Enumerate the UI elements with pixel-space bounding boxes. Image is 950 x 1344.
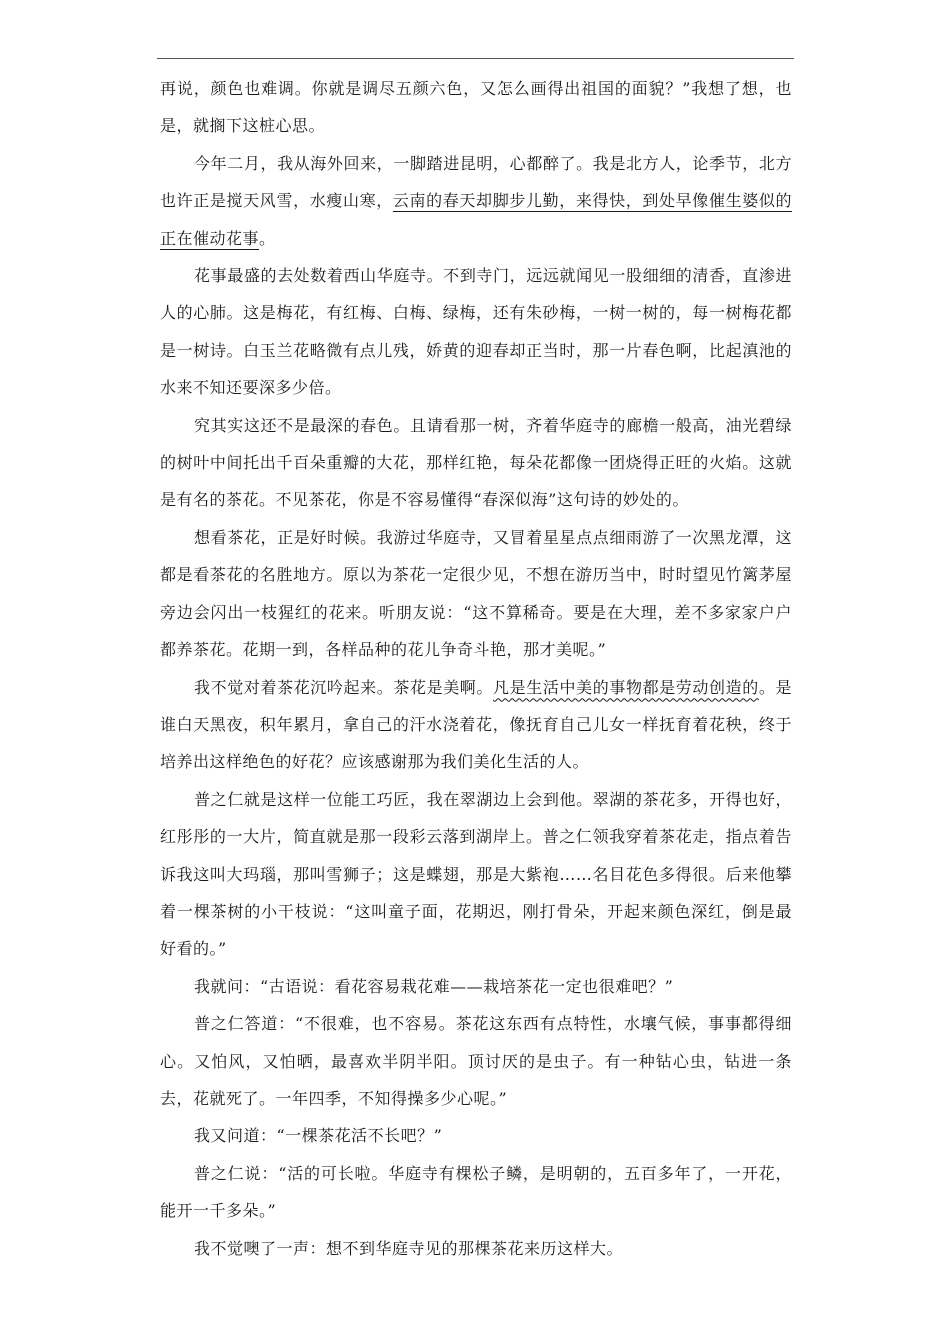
underlined-sentence: 云南的春天却脚步儿勤，来得快，到处早像催生婆似的正在催动花事 [160, 191, 792, 248]
paragraph-9 [160, 1005, 792, 1117]
paragraph-6-end: 。是谁白天黑夜，积年累月，拿自己的汗水浇着花，像抚育自己儿女一样抚育着花秧，终于培养出这样绝色的好花？应该感谢那为我们美化生活的人。 [160, 677, 792, 772]
paragraph-5 [160, 519, 792, 669]
paragraph-2-end: 。 [259, 228, 276, 248]
paragraph-3-text: 花事最盛的去处数着西山华庭寺。不到寺门，远远就闻见一股细细的清香，直渗进人的心肺。这是梅花，有红梅、白梅、绿梅，还有朱砂梅，一树一树的，每一树梅花都是一树诗。白玉兰花略微有点儿残，娇黄的迎春却正当时，那一片春色啊，比起滇池的水来不知还要深多少倍。 [160, 266, 792, 398]
paragraph-8 [160, 968, 792, 1005]
paragraph-3 [160, 257, 792, 407]
paragraph-11 [160, 1155, 792, 1230]
paragraph-6 [160, 669, 792, 781]
paragraph-1 [160, 70, 792, 145]
paragraph-1-text: 再说，颜色也难调。你就是调尽五颜六色，又怎么画得出祖国的面貌？”我想了想，也是，就搁下这桩心思。 [160, 79, 792, 136]
wavy-underlined-sentence: 凡是生活中美的事物都是劳动创造的 [493, 677, 759, 697]
article-body [160, 70, 792, 1267]
paragraph-2-text: 今年二月，我从海外回来，一脚踏进昆明，心都醉了。我是北方人，论季节，北方也许正是搅天风雪，水瘦山寒， [160, 153, 792, 211]
paragraph-12-text: 我不觉噢了一声：想不到华庭寺见的那棵茶花来历这样大。 [194, 1238, 624, 1258]
paragraph-5-text: 想看茶花，正是好时候。我游过华庭寺，又冒着星星点点细雨游了一次黑龙潭，这都是看茶花的名胜地方。原以为茶花一定很少见，不想在游历当中，时时望见竹篱茅屋旁边会闪出一枝猩红的花来。听朋友说：“这不算稀奇。要是在大理，差不多家家户户都养茶花。花期一到，各样品种的花儿争奇斗艳，那才美呢。” [160, 527, 792, 660]
paragraph-2 [160, 145, 792, 257]
header-rule [157, 58, 794, 59]
paragraph-4-text: 究其实这还不是最深的春色。且请看那一树，齐着华庭寺的廊檐一般高，油光碧绿的树叶中间托出千百朵重瓣的大花，那样红艳，每朵花都像一团烧得正旺的火焰。这就是有名的茶花。不见茶花，你是不容易懂得“春深似海”这句诗的妙处的。 [160, 415, 792, 510]
paragraph-7 [160, 781, 792, 968]
paragraph-10 [160, 1117, 792, 1154]
paragraph-11-text: 普之仁说：“活的可长啦。华庭寺有棵松子鳞，是明朝的，五百多年了，一开花，能开一千多朵。” [160, 1163, 792, 1221]
paragraph-12 [160, 1230, 792, 1267]
paragraph-4 [160, 407, 792, 519]
paragraph-10-text: 我又问道：“一棵茶花活不长吧？” [194, 1126, 443, 1146]
paragraph-9-text: 普之仁答道：“不很难，也不容易。茶花这东西有点特性，水壤气候，事事都得细心。又怕风，又怕晒，最喜欢半阴半阳。顶讨厌的是虫子。有一种钻心虫，钻进一条去，花就死了。一年四季，不知得操多少心呢。” [160, 1014, 792, 1108]
paragraph-8-text: 我就问：“古语说：看花容易栽花难——栽培茶花一定也很难吧？” [194, 976, 674, 996]
paragraph-6-text: 我不觉对着茶花沉吟起来。茶花是美啊。 [194, 677, 494, 697]
paragraph-7-text: 普之仁就是这样一位能工巧匠，我在翠湖边上会到他。翠湖的茶花多，开得也好，红彤彤的一大片，简直就是那一段彩云落到湖岸上。普之仁领我穿着茶花走，指点着告诉我这叫大玛瑙，那叫雪狮子；这是蝶翅，那是大紫袍……名目花色多得很。后来他攀着一棵茶树的小干枝说：“这叫童子面，花期迟，刚打骨朵，开起来颜色深红，倒是最好看的。” [160, 789, 792, 959]
